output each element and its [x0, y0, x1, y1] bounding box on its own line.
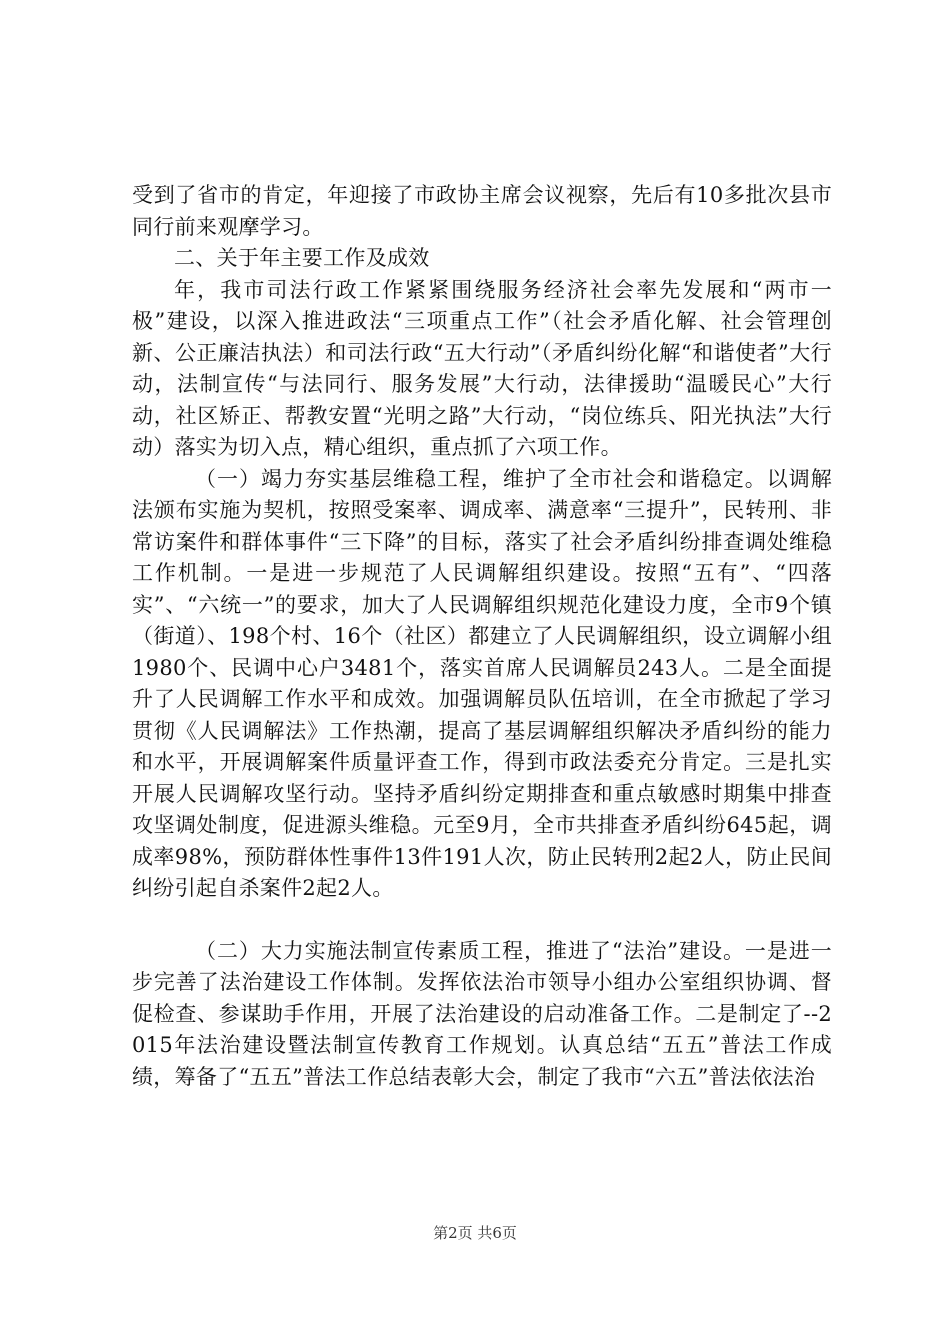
paragraph-item-two: （二）大力实施法制宣传素质工程，推进了“法治”建设。一是进一步完善了法治建设工作体制。发挥依法治市领导小组办公室组织协调、督促检查、参谋助手作用，开展了法治建设的启动准备工作。二是制定了--2015年法治建设暨法制宣传教育工作规划。认真总结“五五”普法工作成绩，筹备了“五五”普法工作总结表彰大会，制定了我市“六五”普法依法治 — [132, 938, 832, 1089]
paragraph-item-one: （一）竭力夯实基层维稳工程，维护了全市社会和谐稳定。以调解法颁布实施为契机，按照受案率、调成率、满意率“三提升”，民转刑、非常访案件和群体事件“三下降”的目标，落实了社会矛盾纠纷排查调处维稳工作机制。一是进一步规范了人民调解组织建设。按照“五有”、“四落实”、“六统一”的要求，加大了人民调解组织规范化建设力度，全市9个镇（街道）、198个村、16个（社区）都建立了人民调解组织，设立调解小组1980个、民调中心户3481个，落实首席人民调解员243人。二是全面提升了人民调解工作水平和成效。加强调解员队伍培训，在全市掀起了学习贯彻《人民调解法》工作热潮，提高了基层调解组织解决矛盾纠纷的能力和水平，开展调解案件质量评查工作，得到市政法委充分肯定。三是扎实开展人民调解攻坚行动。坚持矛盾纠纷定期排查和重点敏感时期集中排查攻坚调处制度，促进源头维稳。元至9月，全市共排查矛盾纠纷645起，调成率98%，预防群体性事件13件191人次，防止民转刑2起2人，防止民间纠纷引起自杀案件2起2人。 — [132, 466, 832, 900]
section-heading: 二、关于年主要工作及成效 — [174, 246, 430, 270]
paragraph-continuation: 受到了省市的肯定，年迎接了市政协主席会议视察，先后有10多批次县市同行前来观摩学习。 — [132, 183, 832, 239]
paragraph-overview: 年，我市司法行政工作紧紧围绕服务经济社会率先发展和“两市一极”建设，以深入推进政法“三项重点工作”（社会矛盾化解、社会管理创新、公正廉洁执法）和司法行政“五大行动”（矛盾纠纷化解“和谐使者”大行动，法制宣传“与法同行、服务发展”大行动，法律援助“温暖民心”大行动，社区矫正、帮教安置“光明之路”大行动，“岗位练兵、阳光执法”大行动）落实为切入点，精心组织，重点抓了六项工作。 — [132, 277, 832, 459]
page-footer: 第2页 共6页 — [433, 1224, 517, 1242]
document-body — [132, 180, 832, 1093]
